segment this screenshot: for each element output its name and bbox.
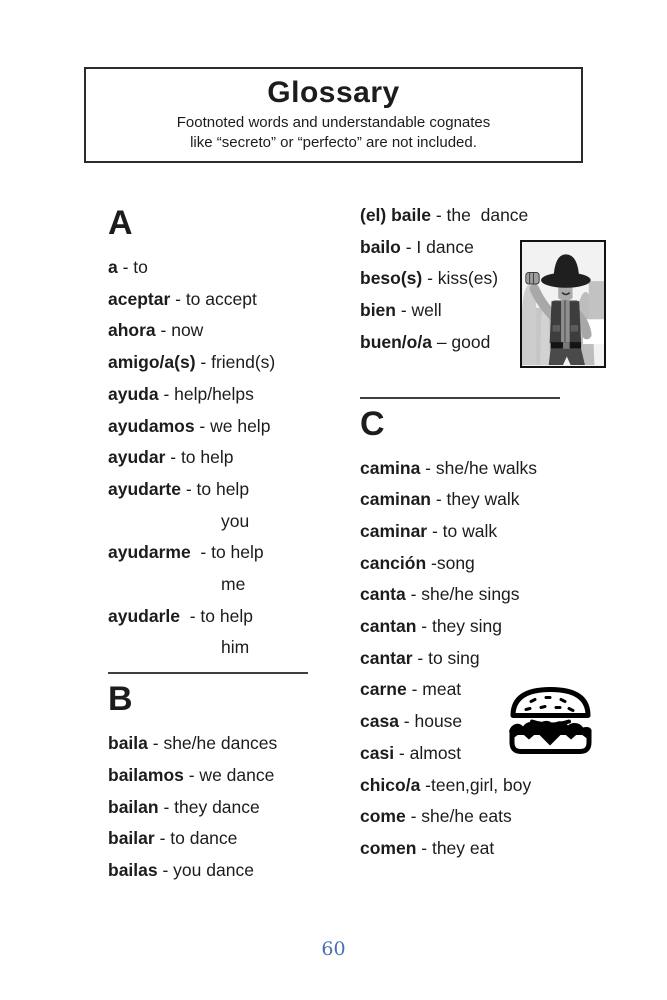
entry-definition: - to dance [154,828,238,849]
section-heading-a: A [108,204,133,242]
glossary-entry [360,579,620,611]
entry-definition-continued: you [221,510,250,531]
entry-term: camina [360,457,421,478]
glossary-entry [108,823,343,855]
entry-definition: - help/helps [158,383,254,404]
entry-definition: - to [117,257,148,277]
glossary-entry [108,411,343,443]
entry-term: bailar [108,828,155,849]
entry-definition: - to walk [427,520,498,541]
hamburger-icon [503,681,598,756]
entry-term: ayudar [108,447,166,468]
glossary-entry [108,252,343,284]
glossary-entry [360,801,620,833]
left-column [108,198,343,887]
entry-term: amigo/a(s) [108,352,196,373]
entry-definition: - you dance [157,859,254,880]
entry-definition: - to help [179,605,253,626]
entry-definition: -song [426,552,475,573]
entry-term: canta [360,584,406,605]
entry-term: bailas [108,859,158,880]
entry-definition: - to accept [170,288,257,309]
entry-definition: - to help [165,447,234,468]
entry-term: comen [360,837,417,858]
glossary-entry [108,855,343,887]
glossary-entry [108,601,343,633]
entry-definition: - to sing [412,647,480,668]
entry-definition: - I dance [400,236,474,257]
section-heading-b: B [108,680,133,719]
entry-definition: - they eat [416,837,495,858]
glossary-entry [108,760,343,792]
entry-term: ayuda [108,383,159,404]
header-subtitle-line1: Footnoted words and understandable cognates [176,114,491,131]
entry-term: casa [360,711,399,732]
glossary-entry [108,347,343,379]
entry-definition: - she/he eats [405,806,512,827]
entry-term: ayudarme [108,542,191,563]
glossary-entry [360,516,620,548]
glossary-entry [360,548,620,580]
entry-definition: - they dance [158,796,260,817]
entry-definition-continued: him [221,637,250,658]
glossary-entry [108,379,343,411]
section-divider [360,397,560,399]
glossary-entry [108,315,343,347]
entry-definition: - kiss(es) [422,268,499,289]
entry-term: chico/a [360,774,421,795]
dancing-man-image [520,240,606,368]
entry-definition: – good [431,331,491,352]
entry-term: ayudarte [108,478,181,499]
entry-term: casi [360,742,395,763]
glossary-entry [360,643,620,675]
entry-term: bailo [360,236,401,257]
entry-term: a [108,257,118,277]
entry-definition: - they sing [416,616,503,637]
entry-term: baila [108,733,148,754]
header-subtitle [86,113,581,153]
entry-term: canción [360,552,427,573]
entry-term: bailan [108,796,159,817]
glossary-header-box [84,67,583,163]
entry-definition: - she/he dances [147,733,278,754]
entry-definition: - meat [406,679,462,700]
entry-definition-continued: me [221,574,246,595]
entry-term: ahora [108,320,156,341]
entry-definition: - they walk [431,489,520,510]
glossary-entry [108,442,343,474]
header-subtitle-line2: like “secreto” or “perfecto” are not included. [190,134,477,151]
page-title: Glossary [267,76,400,109]
entry-definition: - to help [190,542,264,563]
glossary-entry [108,792,343,824]
glossary-entry [360,200,620,232]
entry-definition: - to help [180,478,250,499]
glossary-entry [108,474,343,506]
entry-term: caminar [360,520,428,541]
section-heading-c: C [360,404,385,443]
hamburger-glyph [503,681,598,756]
entry-term: (el) baile [360,205,431,225]
entry-term: come [360,806,406,827]
glossary-entry [108,728,343,760]
glossary-entry [108,284,343,316]
glossary-entry [360,770,620,802]
entry-term: bien [360,300,396,321]
glossary-entry [360,453,620,485]
entry-definition: - house [398,711,463,732]
glossary-entry [108,537,343,569]
entry-term: ayudamos [108,415,195,436]
entry-term: carne [360,679,407,700]
entry-term: buen/o/a [360,331,432,352]
section-divider [108,672,308,674]
entry-definition: - the dance [431,205,529,225]
dancing-man-illustration [522,242,604,366]
entry-definition: - now [155,320,204,341]
entry-term: bailamos [108,764,184,785]
page-number: 60 [321,938,346,960]
entry-term: cantar [360,647,413,668]
entry-term: beso(s) [360,268,423,289]
glossary-entry [360,611,620,643]
entry-definition: -teen,girl, boy [420,774,532,795]
entry-term: aceptar [108,288,171,309]
entry-term: caminan [360,489,431,510]
entry-term: cantan [360,616,417,637]
entry-term: ayudarle [108,605,180,626]
entry-definition: - friend(s) [195,352,276,373]
glossary-entry [360,484,620,516]
entry-definition: - well [395,300,442,321]
entry-definition: - we dance [183,764,275,785]
entry-definition: - she/he walks [420,457,538,478]
entry-definition: - we help [194,415,271,436]
entry-definition: - she/he sings [405,584,520,605]
entry-definition: - almost [394,742,462,763]
glossary-entry [360,833,620,865]
